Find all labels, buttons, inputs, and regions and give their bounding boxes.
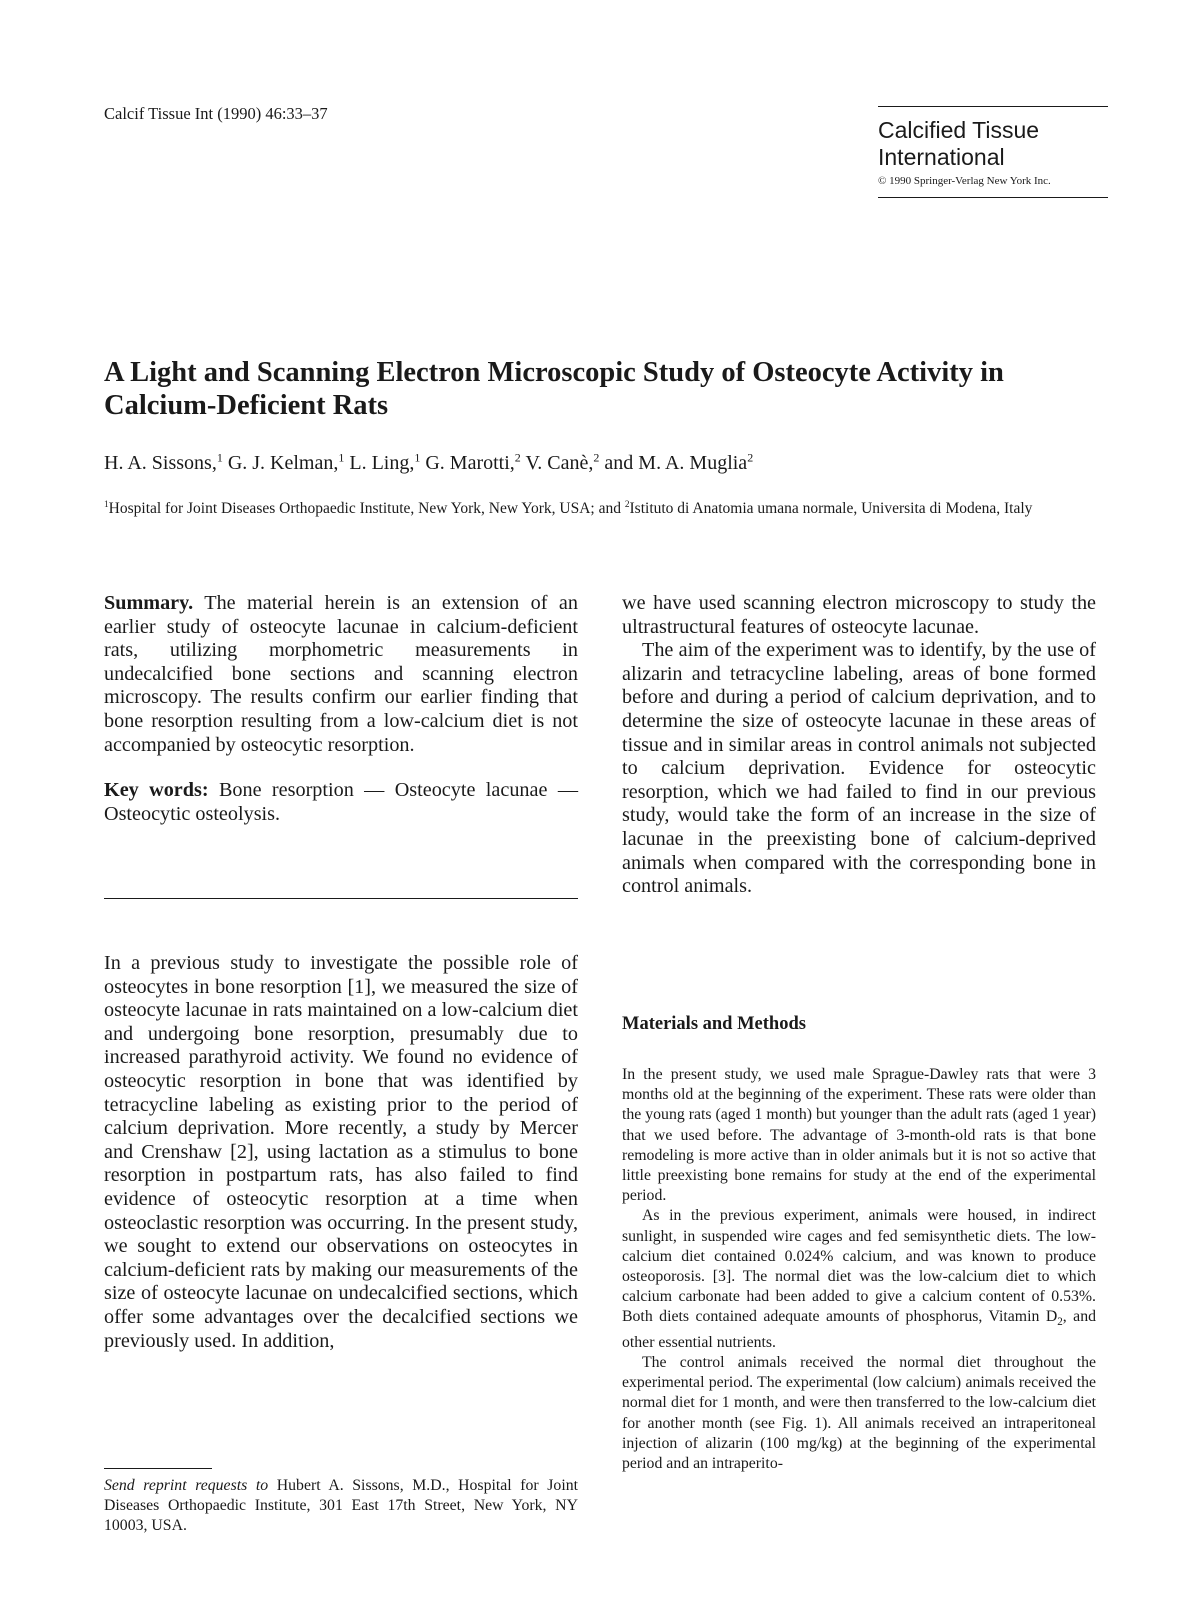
summary-paragraph: Summary. The material herein is an extension of an earlier study of osteocyte lacunae in calcium-deficient rats, utilizing morphometric measurements in undecalcified bone sections and scanning electron microscopy. The results confirm our earlier finding that bone resorption resulting from a low-calcium diet is not accompanied by osteocytic resorption. — [104, 592, 578, 756]
author-name: and M. A. Muglia — [604, 452, 748, 474]
introduction-paragraph: In a previous study to investigate the possible role of osteocytes in bone resorption [1], we measured the size of osteocyte lacunae in rats maintained on a low-calcium diet and undergoing bone resorption, presumably due to increased parathyroid activity. We found no evidence of osteocytic resorption in bone that was identified by tetracycline labeling as existing prior to the period of calcium deprivation. More recently, a study by Mercer and Crenshaw [2], using lactation as a stimulus to bone resorption in postpartum rats, has also failed to find evidence of osteocytic resorption at a time when osteoclastic resorption was occurring. In the present study, we sought to extend our observations on osteocytes in calcium-deficient rats by making our measurements of the size of osteocyte lacunae on undecalcified sections, which offer some advantages over the decalcified sections we previously used. In addition, — [104, 952, 578, 1352]
masthead-bottom-rule — [878, 197, 1108, 198]
author-name: G. Marotti, — [425, 452, 515, 474]
footnote-rule — [104, 1468, 212, 1469]
methods-paragraph: The control animals received the normal diet throughout the experimental period. The experimental (low calcium) animals received the normal diet for 1 month, and were then transferred to the low-calcium diet for another month (see Fig. 1). All animals received an intraperitoneal injection of alizarin (100 mg/kg) at the beginning of the experimental period and an intraperito- — [622, 1354, 1096, 1473]
introduction-continued — [622, 592, 1096, 899]
methods-paragraph: As in the previous experiment, animals were housed, in indirect sunlight, in suspended wire cages and fed semisynthetic diets. The low-calcium diet contained 0.024% calcium, and was known to produce osteoporosis. [3]. The normal diet was the low-calcium diet to which calcium carbonate had been added to give a calcium content of 0.53%. Both diets contained adequate amounts of phosphorus, Vitamin $D_2$, and other essential nutrients. — [622, 1207, 1096, 1351]
author-name: V. Canè, — [525, 452, 594, 474]
journal-masthead — [878, 106, 1108, 198]
author-name: G. J. Kelman, — [227, 452, 339, 474]
masthead-top-rule — [878, 106, 1108, 107]
author-name: H. A. Sissons, — [104, 452, 217, 474]
article-title: A Light and Scanning Electron Microscopic Study of Osteocyte Activity in Calcium-Deficient Rats — [104, 357, 1004, 421]
aim-paragraph: The aim of the experiment was to identify, by the use of alizarin and tetracycline labeling, areas of bone formed before and during a period of calcium deprivation, and to determine the size of osteocyte lacunae in these areas of tissue and in similar areas in control animals not subjected to calcium deprivation. Evidence for osteocytic resorption, which we had failed to find in our previous study, would take the form of an increase in the size of lacunae in the preexisting bone of calcium-deprived animals when compared with the corresponding bone in control animals. — [622, 639, 1096, 898]
methods-paragraph: In the present study, we used male Sprague-Dawley rats that were 3 months old at the beginning of the experiment. These rats were older than the young rats (aged 1 month) but younger than the adult rats (aged 1 year) that we used before. The advantage of 3-month-old rats is that bone remodeling is more active than in older animals but it is not so active that little preexisting bone remains for study at the end of the experimental period. — [622, 1066, 1096, 1205]
journal-name: Calcified Tissue International — [878, 117, 1040, 170]
reprint-footnote: Send reprint requests to Hubert A. Sissons, M.D., Hospital for Joint Diseases Orthopaedic Institute, 301 East 17th Street, New York, NY 10003, USA. — [104, 1477, 578, 1534]
methods-section — [622, 1065, 1096, 1474]
abstract-section — [104, 592, 578, 826]
affiliations: $^1$Hospital for Joint Diseases Orthopaedic Institute, New York, New York, USA; and $^2$Istituto di Anatomia umana normale, Universita di Modena, Italy — [104, 499, 1033, 517]
methods-heading: Materials and Methods — [622, 1014, 806, 1034]
journal-citation: Calcif Tissue Int (1990) 46:33–37 — [104, 104, 328, 123]
author-list: H. A. Sissons,$^1$ G. J. Kelman,$^1$ L. Ling,$^1$ G. Marotti,$^2$ V. Canè,$^2$ and M. A. Muglia$^2$ — [104, 450, 754, 474]
intro-continuation: we have used scanning electron microscopy to study the ultrastructural features of osteocyte lacunae. — [622, 592, 1096, 638]
copyright-line: © 1990 Springer-Verlag New York Inc. — [878, 175, 1051, 187]
keywords-paragraph: Key words: Bone resorption — Osteocyte lacunae — Osteocytic osteolysis. — [104, 779, 579, 825]
abstract-divider — [104, 898, 578, 899]
author-name: L. Ling, — [349, 452, 415, 474]
